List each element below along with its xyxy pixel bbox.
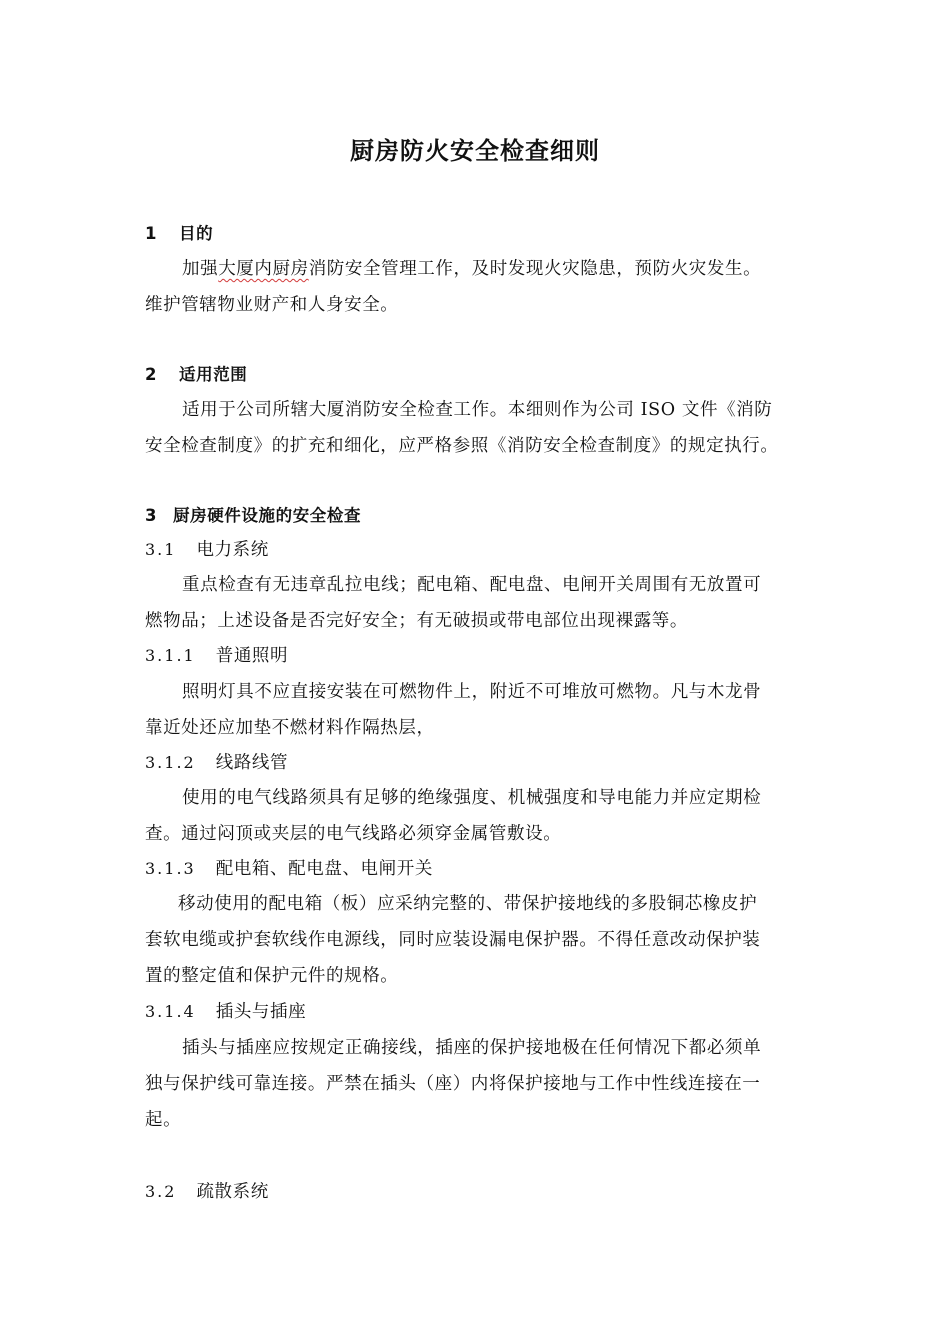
subsection-3-1-2-line-1: 使用的电气线路须具有足够的绝缘强度、机械强度和导电能力并应定期检 — [182, 788, 762, 808]
subsection-3-1-1-heading — [145, 644, 288, 668]
text-run: 消防安全管理工作，及时发现火灾隐患，预防火灾发生。 — [308, 259, 762, 279]
subsection-number: 3.1.3 — [145, 859, 196, 878]
subsection-3-1-3-line-3: 置的整定值和保护元件的规格。 — [145, 966, 399, 986]
subsection-3-1-line-2: 燃物品；上述设备是否完好安全；有无破损或带电部位出现裸露等。 — [145, 611, 688, 631]
subsection-3-1-3-heading — [145, 857, 433, 881]
subsection-3-1-2-line-2: 查。通过闷顶或夹层的电气线路必须穿金属管敷设。 — [145, 824, 562, 844]
subsection-3-1-3-line-2: 套软电缆或护套软线作电源线，同时应装设漏电保护器。不得任意改动保护装 — [145, 930, 761, 950]
page-title: 厨房防火安全检查细则 — [350, 137, 600, 165]
section-3-heading — [145, 504, 361, 528]
subsection-number: 3.1.1 — [145, 646, 196, 665]
subsection-3-1-1-line-1: 照明灯具不应直接安装在可燃物件上，附近不可堆放可燃物。凡与木龙骨 — [182, 682, 762, 702]
subsection-number: 3.1.2 — [145, 753, 196, 772]
subsection-3-1-4-line-3: 起。 — [145, 1110, 182, 1130]
subsection-3-1-2-heading — [145, 751, 288, 775]
subsection-3-1-4-line-2: 独与保护线可靠连接。严禁在插头（座）内将保护接地与工作中性线连接在一 — [145, 1074, 761, 1094]
section-1-heading — [145, 222, 213, 246]
section-title: 目的 — [179, 224, 214, 243]
text-run: 加强 — [182, 259, 219, 279]
subsection-title: 电力系统 — [196, 540, 269, 560]
subsection-title: 插头与插座 — [215, 1002, 307, 1022]
subsection-3-1-heading — [145, 538, 269, 562]
subsection-title: 线路线管 — [215, 753, 289, 773]
subsection-number: 3.2 — [145, 1182, 177, 1201]
section-1-paragraph-line-1 — [182, 257, 761, 281]
subsection-3-1-1-line-2: 靠近处还应加垫不燃材料作隔热层， — [145, 718, 435, 738]
spellcheck-marked-text: 大厦内厨房 — [218, 259, 309, 279]
section-2-paragraph-line-1: 适用于公司所辖大厦消防安全检查工作。本细则作为公司 ISO 文件《消防 — [182, 400, 773, 420]
section-title: 厨房硬件设施的安全检查 — [173, 506, 362, 525]
section-2-paragraph-line-2: 安全检查制度》的扩充和细化，应严格参照《消防安全检查制度》的规定执行。 — [145, 436, 779, 456]
section-1-paragraph-line-2: 维护管辖物业财产和人身安全。 — [145, 295, 399, 315]
subsection-title: 疏散系统 — [196, 1182, 269, 1202]
section-number: 2 — [145, 365, 158, 384]
section-2-heading — [145, 363, 247, 387]
subsection-title: 配电箱、配电盘、电闸开关 — [215, 859, 433, 879]
subsection-3-1-line-1: 重点检查有无违章乱拉电线；配电箱、配电盘、电闸开关周围有无放置可 — [182, 575, 762, 595]
section-number: 1 — [145, 224, 158, 243]
subsection-number: 3.1.4 — [145, 1002, 196, 1021]
subsection-3-1-4-heading — [145, 1000, 306, 1024]
section-number: 3 — [145, 506, 158, 525]
subsection-3-1-4-line-1: 插头与插座应按规定正确接线，插座的保护接地极在任何情况下都必须单 — [182, 1038, 762, 1058]
section-title: 适用范围 — [179, 365, 248, 384]
subsection-3-2-heading — [145, 1180, 269, 1204]
subsection-3-1-3-line-1: 移动使用的配电箱（板）应采纳完整的、带保护接地线的多股铜芯橡皮护 — [178, 894, 758, 914]
subsection-title: 普通照明 — [215, 646, 289, 666]
subsection-number: 3.1 — [145, 540, 177, 559]
